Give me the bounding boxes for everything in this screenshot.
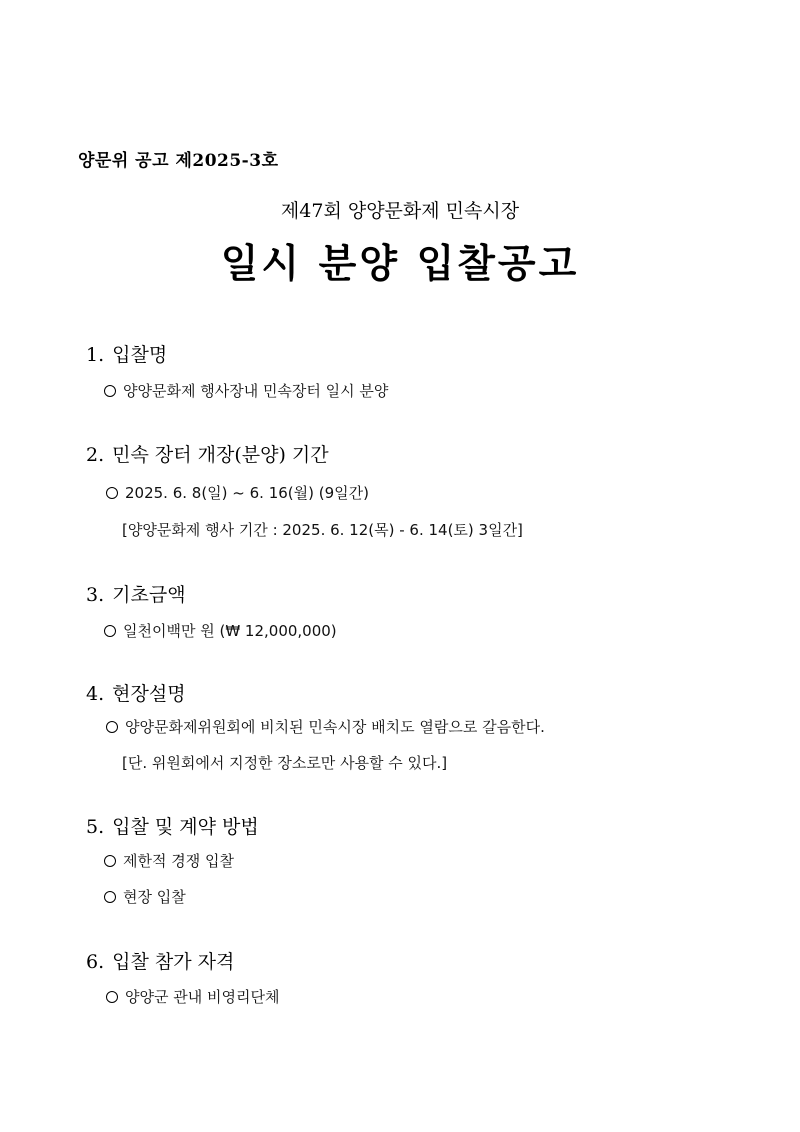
section-4-heading [86,679,186,706]
section-title: 입찰명 [112,344,168,366]
section-5-item [104,886,186,907]
section-number: 5. [86,816,105,838]
item-text: 2025. 6. 8(일) ~ 6. 16(월) (9일간) [125,484,369,502]
item-text: 양양군 관내 비영리단체 [125,988,280,1006]
section-3-item [104,620,337,641]
circle-bullet-icon [104,385,116,397]
section-4-item [106,716,545,737]
item-text: 양양문화제위원회에 비치된 민속시장 배치도 열람으로 갈음한다. [125,718,545,736]
section-number: 4. [86,683,105,705]
item-text: 현장 입찰 [123,888,186,906]
circle-bullet-icon [104,855,116,867]
circle-bullet-icon [104,891,116,903]
circle-bullet-icon [106,487,118,499]
section-title: 기초금액 [112,584,186,606]
item-text: 양양문화제 행사장내 민속장터 일시 분양 [123,382,389,400]
section-2-item [106,482,369,503]
section-1-item [104,380,388,401]
section-number: 2. [86,444,105,466]
section-3-heading [86,580,186,607]
section-title: 입찰 참가 자격 [112,951,235,973]
circle-bullet-icon [104,625,116,637]
item-text: 제한적 경쟁 입찰 [123,852,234,870]
section-6-heading [86,947,234,974]
document-title: 일시 분양 입찰공고 [220,242,580,287]
section-title: 현장설명 [112,683,186,705]
section-6-item [106,986,279,1007]
section-2-note: [양양문화제 행사 기간 : 2025. 6. 12(목) - 6. 14(토) 3일간] [122,521,523,539]
section-number: 1. [86,344,105,366]
section-number: 3. [86,584,105,606]
document-subtitle: 제47회 양양문화제 민속시장 [280,200,520,222]
section-1-heading [86,340,167,367]
section-5-item [104,850,234,871]
section-title: 민속 장터 개장(분양) 기간 [112,444,329,466]
circle-bullet-icon [106,991,118,1003]
section-title: 입찰 및 계약 방법 [112,816,259,838]
section-5-heading [86,812,259,839]
section-2-heading [86,440,329,467]
item-text: 일천이백만 원 (₩ 12,000,000) [123,622,337,640]
section-number: 6. [86,951,105,973]
section-4-note: [단. 위원회에서 지정한 장소로만 사용할 수 있다.] [122,754,448,772]
circle-bullet-icon [106,721,118,733]
notice-number: 양문위 공고 제2025-3호 [78,151,279,171]
